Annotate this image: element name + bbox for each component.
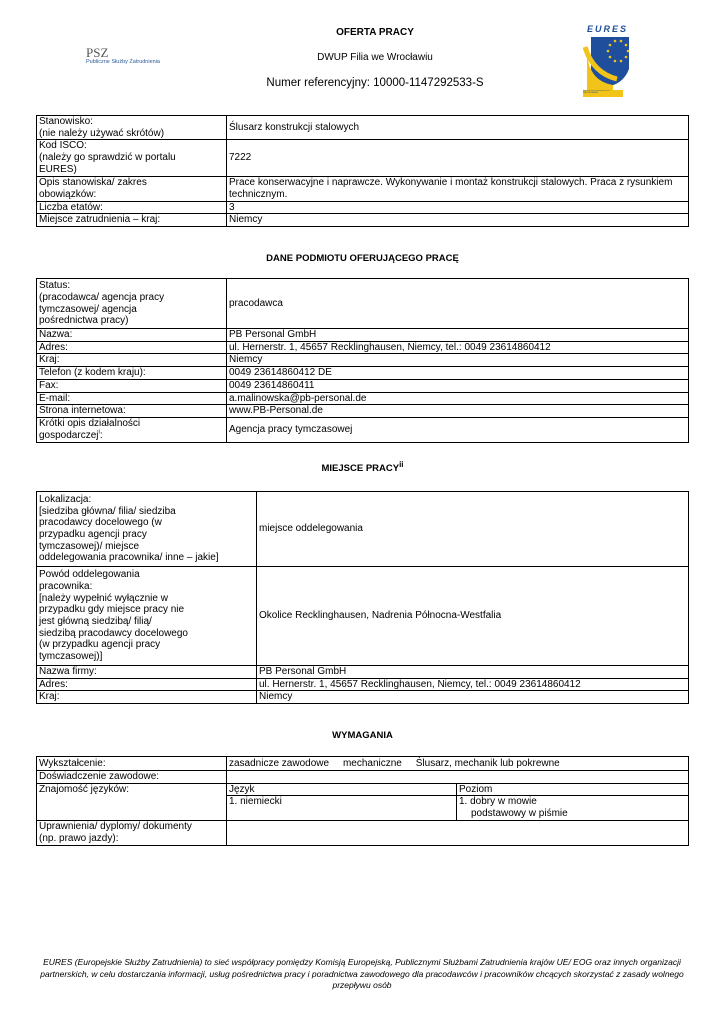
employer-table: [36, 278, 689, 443]
requirements-section-title: WYMAGANIA: [332, 730, 393, 741]
table-row: [37, 757, 689, 771]
value-position: Ślusarz konstrukcji stalowych: [227, 116, 689, 140]
value-country: Niemcy: [257, 691, 689, 704]
lang-level: [457, 796, 689, 820]
table-row: [37, 379, 689, 392]
label-description: [37, 176, 227, 201]
value-status: pracodawca: [227, 279, 689, 329]
label-status: [37, 279, 227, 329]
label-address: Adres:: [37, 341, 227, 354]
label-text: Uprawnienia/ dyplomy/ dokumenty (np. prawo jazdy):: [39, 820, 192, 844]
label-country: Kraj:: [37, 354, 227, 367]
label-company-name: Nazwa firmy:: [37, 666, 257, 679]
requirements-table: [36, 756, 689, 846]
value-location: miejsce oddelegowania: [257, 492, 689, 567]
value-delegation-reason: Okolice Recklinghausen, Nadrenia Północna-Westfalia: [257, 567, 689, 666]
label-name: Nazwa:: [37, 329, 227, 342]
label-position: [37, 116, 227, 140]
value-website: www.PB-Personal.de: [227, 405, 689, 418]
table-row: [37, 417, 689, 442]
table-row: [37, 678, 689, 691]
label-education: Wykształcenie:: [37, 757, 227, 771]
table-row: [37, 116, 689, 140]
value-address: ul. Hernerstr. 1, 45657 Recklinghausen, Niemcy, tel.: 0049 23614860412: [227, 341, 689, 354]
label-text: Krótki opis działalności gospodarczej: [39, 418, 141, 441]
label-text: Stanowisko: (nie należy używać skrótów): [39, 116, 165, 139]
label-email: E-mail:: [37, 392, 227, 405]
table-row: [37, 176, 689, 201]
footer-note: EURES (Europejskie Służby Zatrudnienia) to sieć współpracy pomiędzy Komisją Europejską, Publicznymi Służbami Zatrudnienia krajów UE/ EOG oraz innych organizacji partnerskich, w celu dostarczania informacji, usług pośrednictwa pracy i poradnictwa zawodowego dla pracodawców i pracowników chcących skorzystać z zasady wolnego przepływu osób: [40, 957, 684, 990]
document-title: OFERTA PRACY: [336, 27, 414, 38]
table-row: [37, 329, 689, 342]
value-country: Niemcy: [227, 354, 689, 367]
value-company-name: PB Personal GmbH: [257, 666, 689, 679]
footnote-marker: ii: [399, 459, 404, 469]
table-row: [37, 492, 689, 567]
label-positions-count: Liczba etatów:: [37, 201, 227, 214]
label-experience: Doświadczenie zawodowe:: [37, 771, 227, 784]
value-description: Prace konserwacyjne i naprawcze. Wykonywanie i montaż konstrukcji stalowych. Praca z rysunkiem technicznym.: [227, 176, 689, 201]
table-row: [37, 279, 689, 329]
label-country: Kraj:: [37, 691, 257, 704]
label-fax: Fax:: [37, 379, 227, 392]
table-row: [37, 820, 689, 845]
workplace-section-title: [36, 459, 689, 474]
label-licenses: [37, 820, 227, 845]
table-row: [37, 367, 689, 380]
value-education: zasadnicze zawodowe mechaniczne Ślusarz, mechanik lub pokrewne: [227, 757, 689, 771]
label-delegation-reason: [37, 567, 257, 666]
table-row: [37, 691, 689, 704]
label-text: Powód oddelegowania pracownika: [należy wypełnić wyłącznie w przypadku gdy miejsce pracy nie jest główną siedzibą/ filią/ siedzibą pracodawcy docelowego (w przypadku agencji pracy tymczasowej)]: [39, 569, 188, 663]
table-row: [37, 567, 689, 666]
value-email: a.malinowska@pb-personal.de: [227, 392, 689, 405]
table-row: [37, 405, 689, 418]
lang-level-line: 1. dobry w mowie: [459, 796, 537, 808]
lang-header-level: Poziom: [457, 783, 689, 796]
label-address: Adres:: [37, 678, 257, 691]
label-country: Miejsce zatrudnienia – kraj:: [37, 214, 227, 227]
table-row: [37, 771, 689, 784]
value-licenses: [227, 820, 689, 845]
label-languages: Znajomość języków:: [37, 783, 227, 820]
label-website: Strona internetowa:: [37, 405, 227, 418]
label-phone: Telefon (z kodem kraju):: [37, 367, 227, 380]
label-suffix: :: [99, 429, 103, 441]
table-row: [37, 201, 689, 214]
workplace-title-text: MIEJSCE PRACY: [321, 463, 400, 474]
table-row: [37, 140, 689, 176]
label-business-description: [37, 417, 227, 442]
psz-logo-subtitle: Publiczne Służby Zatrudnienia: [86, 59, 160, 65]
eures-logo-text: EURES: [587, 24, 629, 34]
job-table: [36, 115, 689, 227]
value-experience: [227, 771, 689, 784]
label-isco: [37, 140, 227, 176]
table-row: [37, 354, 689, 367]
table-row: [37, 783, 689, 796]
eures-logo-tagline: SIEĆ EUROPEJSKA SŁUŻBY ZATRUDNIENIA: [583, 90, 610, 94]
value-business-description: Agencja pracy tymczasowej: [227, 417, 689, 442]
value-positions-count: 3: [227, 201, 689, 214]
value-country: Niemcy: [227, 214, 689, 227]
table-row: [37, 666, 689, 679]
employer-section-title: DANE PODMIOTU OFERUJĄCEGO PRACĘ: [266, 253, 459, 264]
footnote-marker: i: [98, 429, 100, 436]
reference-number: Numer referencyjny: 10000-1147292533-S: [266, 77, 484, 89]
value-address: ul. Hernerstr. 1, 45657 Recklinghausen, Niemcy, tel.: 0049 23614860412: [257, 678, 689, 691]
eures-star-icon: [583, 33, 635, 97]
psz-logo-text: PSZ: [86, 45, 109, 60]
label-text: Lokalizacja: [siedziba główna/ filia/ siedziba pracodawcy docelowego (w przypadku agencji pracy tymczasowej)/ miejsce oddelegowania pracownika/ inne – jakie]: [39, 493, 219, 564]
psz-logo: [86, 46, 176, 70]
lang-level-line: podstawowy w piśmie: [471, 808, 568, 820]
value-fax: 0049 23614860411: [227, 379, 689, 392]
table-row: [37, 214, 689, 227]
value-phone: 0049 23614860412 DE: [227, 367, 689, 380]
label-text: Opis stanowiska/ zakres obowiązków:: [39, 176, 147, 200]
lang-header-language: Język: [227, 783, 457, 796]
office-name: DWUP Filia we Wrocławiu: [317, 52, 433, 63]
value-name: PB Personal GmbH: [227, 329, 689, 342]
value-isco: 7222: [227, 140, 689, 176]
label-text: Status: (pracodawca/ agencja pracy tymczasowej/ agencja pośrednictwa pracy): [39, 280, 165, 327]
eures-logo: [583, 24, 635, 94]
label-location: [37, 492, 257, 567]
table-row: [37, 341, 689, 354]
workplace-table: [36, 491, 689, 704]
label-text: Kod ISCO: (należy go sprawdzić w portalu EURES): [39, 140, 176, 175]
table-row: [37, 392, 689, 405]
lang-language: 1. niemiecki: [227, 796, 457, 820]
